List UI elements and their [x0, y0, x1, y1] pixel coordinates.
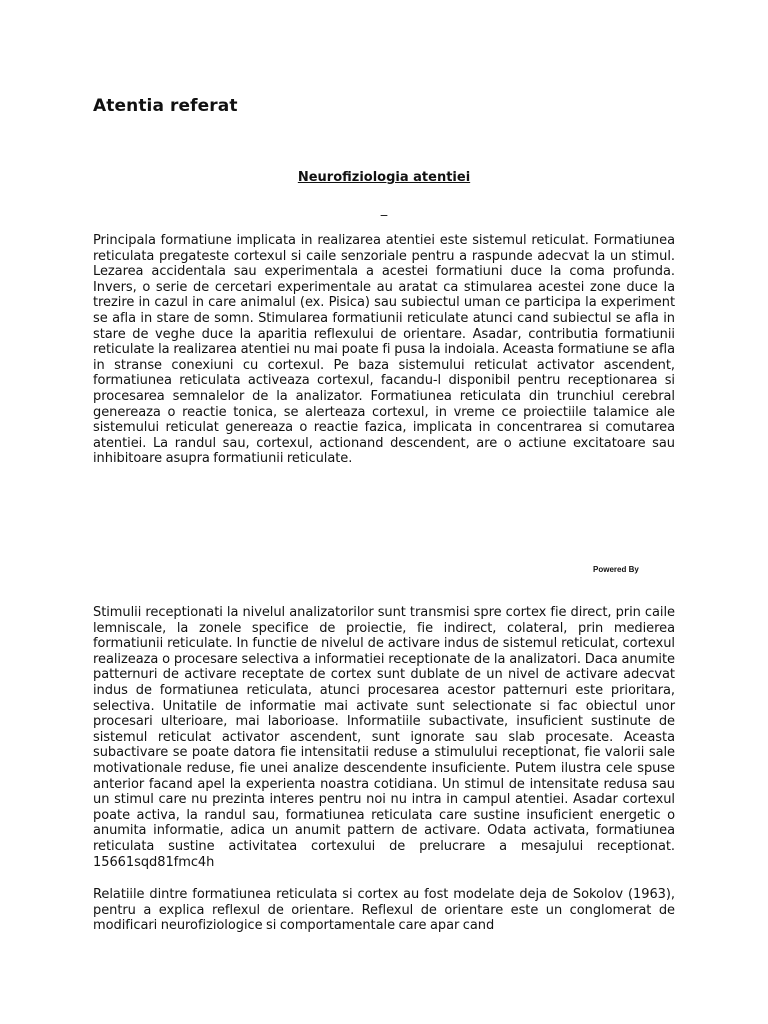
- paragraph-sokolov: Relatiile dintre formatiunea reticulata si cortex au fost modelate deja de Sokolov (1963), pentru a explica reflexul de orientare. Reflexul de orientare este un conglomerat de modificari neurofiziologice si comportamentale care apar cand: [93, 887, 675, 934]
- document-title: Atentia referat: [93, 96, 238, 116]
- section-heading: [93, 170, 675, 185]
- separator-mark: _: [380, 202, 388, 217]
- paragraph-reticular-formation: Principala formatiune implicata in realizarea atentiei este sistemul reticulat. Formatiunea reticulata pregateste cortexul si caile senzoriale pentru a raspunde adecvat la un stimul. Lezarea accidentala sau experimentala a acestei formatiuni duce la coma profunda. Invers, o serie de cercetari experimentale au aratat ca stimularea acestei zone duce la trezire in cazul in care animalul (ex. Pisica) sau subiectul uman ce participa la experiment se afla in stare de somn. Stimularea formatiunii reticulate atunci cand subiectul se afla in stare de veghe duce la aparitia reflexului de orientare. Asadar, contributia formatiunii reticulate la realizarea atentiei nu mai poate fi pusa la indoiala. Aceasta formatiune se afla in stranse conexiuni cu cortexul. Pe baza sistemului reticulat activator ascendent, formatiunea reticulata activeaza cortexul, facandu-l disponibil pentru receptionarea si procesarea semnalelor de la analizator. Formatiunea reticulata din trunchiul cerebral genereaza o reactie tonica, se alerteaza cortexul, in vreme ce proiectiile talamice ale sistemului reticulat genereaza o reactie fazica, implicata in concentrarea si comutarea atentiei. La randul sau, cortexul, actionand descendent, are o actiune excitatoare sau inhibitoare asupra formatiunii reticulate.: [93, 233, 675, 467]
- powered-by-label: Powered By: [593, 565, 639, 574]
- paragraph-stimuli-processing: Stimulii receptionati la nivelul analizatorilor sunt transmisi spre cortex fie direct, prin caile lemniscale, la zonele specifice de proiectie, fie indirect, colateral, prin medierea formatiunii reticulate. In functie de nivelul de activare indus de sistemul reticulat, cortexul realizeaza o procesare selectiva a informatiei receptionate de la analizatori. Daca anumite patternuri de activare receptate de cortex sunt dublate de un nivel de activare adecvat indus de formatiunea reticulata, atunci procesarea acestor patternuri este prioritara, selectiva. Unitatile de informatie mai activate sunt selectionate si fac obiectul unor procesari ulterioare, mai laborioase. Informatiile subactivate, insuficient sustinute de sistemul reticulat activator ascendent, sunt ignorate sau slab procesate. Aceasta subactivare se poate datora fie intensitatii reduse a stimulului receptionat, fie valorii sale motivationale reduse, fie unei analize descendente insuficiente. Putem ilustra cele spuse anterior facand apel la experienta noastra cotidiana. Un stimul de intensitate redusa sau un stimul care nu prezinta interes pentru noi nu intra in campul atentiei. Asadar cortexul poate activa, la randul sau, formatiunea reticulata care sustine insuficient energetic o anumita informatie, adica un anumit pattern de activare. Odata activata, formatiunea reticulata sustine activitatea cortexului de prelucrare a mesajului receptionat. 15661sqd81fmc4h: [93, 605, 675, 870]
- section-heading-text: Neurofiziologia atentiei: [297, 170, 471, 185]
